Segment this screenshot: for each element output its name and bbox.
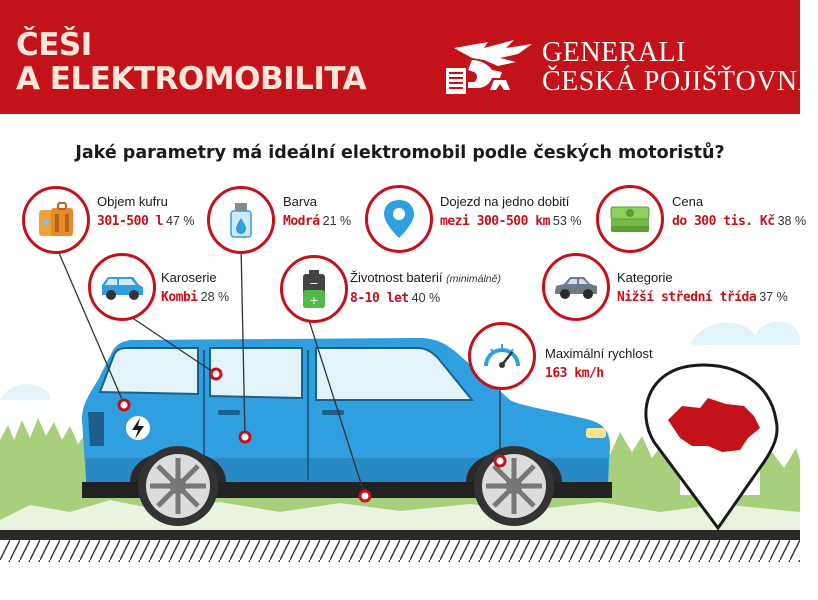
svg-text:−: − (309, 277, 319, 290)
item-color (283, 194, 351, 233)
color-circle (207, 186, 275, 254)
max-speed-circle (468, 322, 536, 390)
item-category (617, 270, 788, 309)
electric-badge-icon (126, 416, 150, 440)
speedometer-icon (482, 338, 522, 374)
road-line (0, 530, 800, 540)
station-wagon-icon (99, 271, 145, 303)
item-name: Karoserie (161, 270, 217, 285)
item-value: Modrá (283, 214, 320, 229)
money-stack-icon (608, 202, 652, 236)
item-value: Kombi (161, 290, 198, 305)
title-line-1: ČEŠI (16, 27, 92, 63)
logo-line-1: GENERALI (542, 37, 686, 68)
item-percent: 37 % (759, 290, 788, 304)
item-name: Maximální rychlost (545, 346, 653, 361)
item-value: 163 km/h (545, 366, 604, 381)
item-percent: 47 % (165, 214, 195, 228)
item-value: Nižší střední třída (617, 290, 757, 305)
item-name: Životnost baterií (350, 270, 443, 285)
category-circle (542, 253, 610, 321)
battery-life-circle (280, 255, 348, 323)
title-line-2: A ELEKTROMOBILITA (16, 61, 367, 97)
front-wheel (474, 446, 554, 526)
logo-line-2: ČESKÁ POJIŠŤOVNA (542, 66, 818, 97)
item-percent: 21 % (322, 214, 352, 228)
suitcase-icon (36, 200, 76, 240)
paint-bottle-icon (223, 200, 259, 240)
range-circle (365, 185, 433, 253)
item-body-type (161, 270, 229, 309)
rear-wheel (138, 446, 218, 526)
body-type-circle (88, 253, 156, 321)
item-percent: 28 % (200, 290, 230, 304)
sedan-icon (552, 272, 600, 302)
svg-text:+: + (309, 294, 319, 307)
item-note: (minimálně) (446, 273, 501, 285)
item-name: Cena (672, 194, 704, 209)
item-name: Kategorie (617, 270, 673, 285)
item-range (440, 194, 581, 233)
battery-icon (299, 268, 329, 310)
road-hatch (0, 540, 800, 562)
item-max-speed (545, 346, 653, 385)
item-value: 8-10 let (350, 291, 409, 306)
item-trunk-volume (97, 194, 194, 233)
item-percent: 40 % (411, 291, 441, 305)
trunk-volume-circle (22, 186, 90, 254)
item-name: Dojezd na jedno dobití (440, 194, 570, 209)
item-name: Objem kufru (97, 194, 168, 209)
item-name: Barva (283, 194, 317, 209)
item-price (672, 194, 806, 233)
item-percent: 53 % (552, 214, 582, 228)
item-value: do 300 tis. Kč (672, 214, 775, 229)
main-question: Jaké parametry má ideální elektromobil podle českých motoristů? (75, 143, 725, 163)
location-pin-icon (381, 198, 417, 240)
price-circle (596, 185, 664, 253)
item-value: 301-500 l (97, 214, 163, 229)
item-percent: 38 % (777, 214, 807, 228)
item-value: mezi 300-500 km (440, 214, 550, 229)
item-battery-life (350, 270, 501, 310)
